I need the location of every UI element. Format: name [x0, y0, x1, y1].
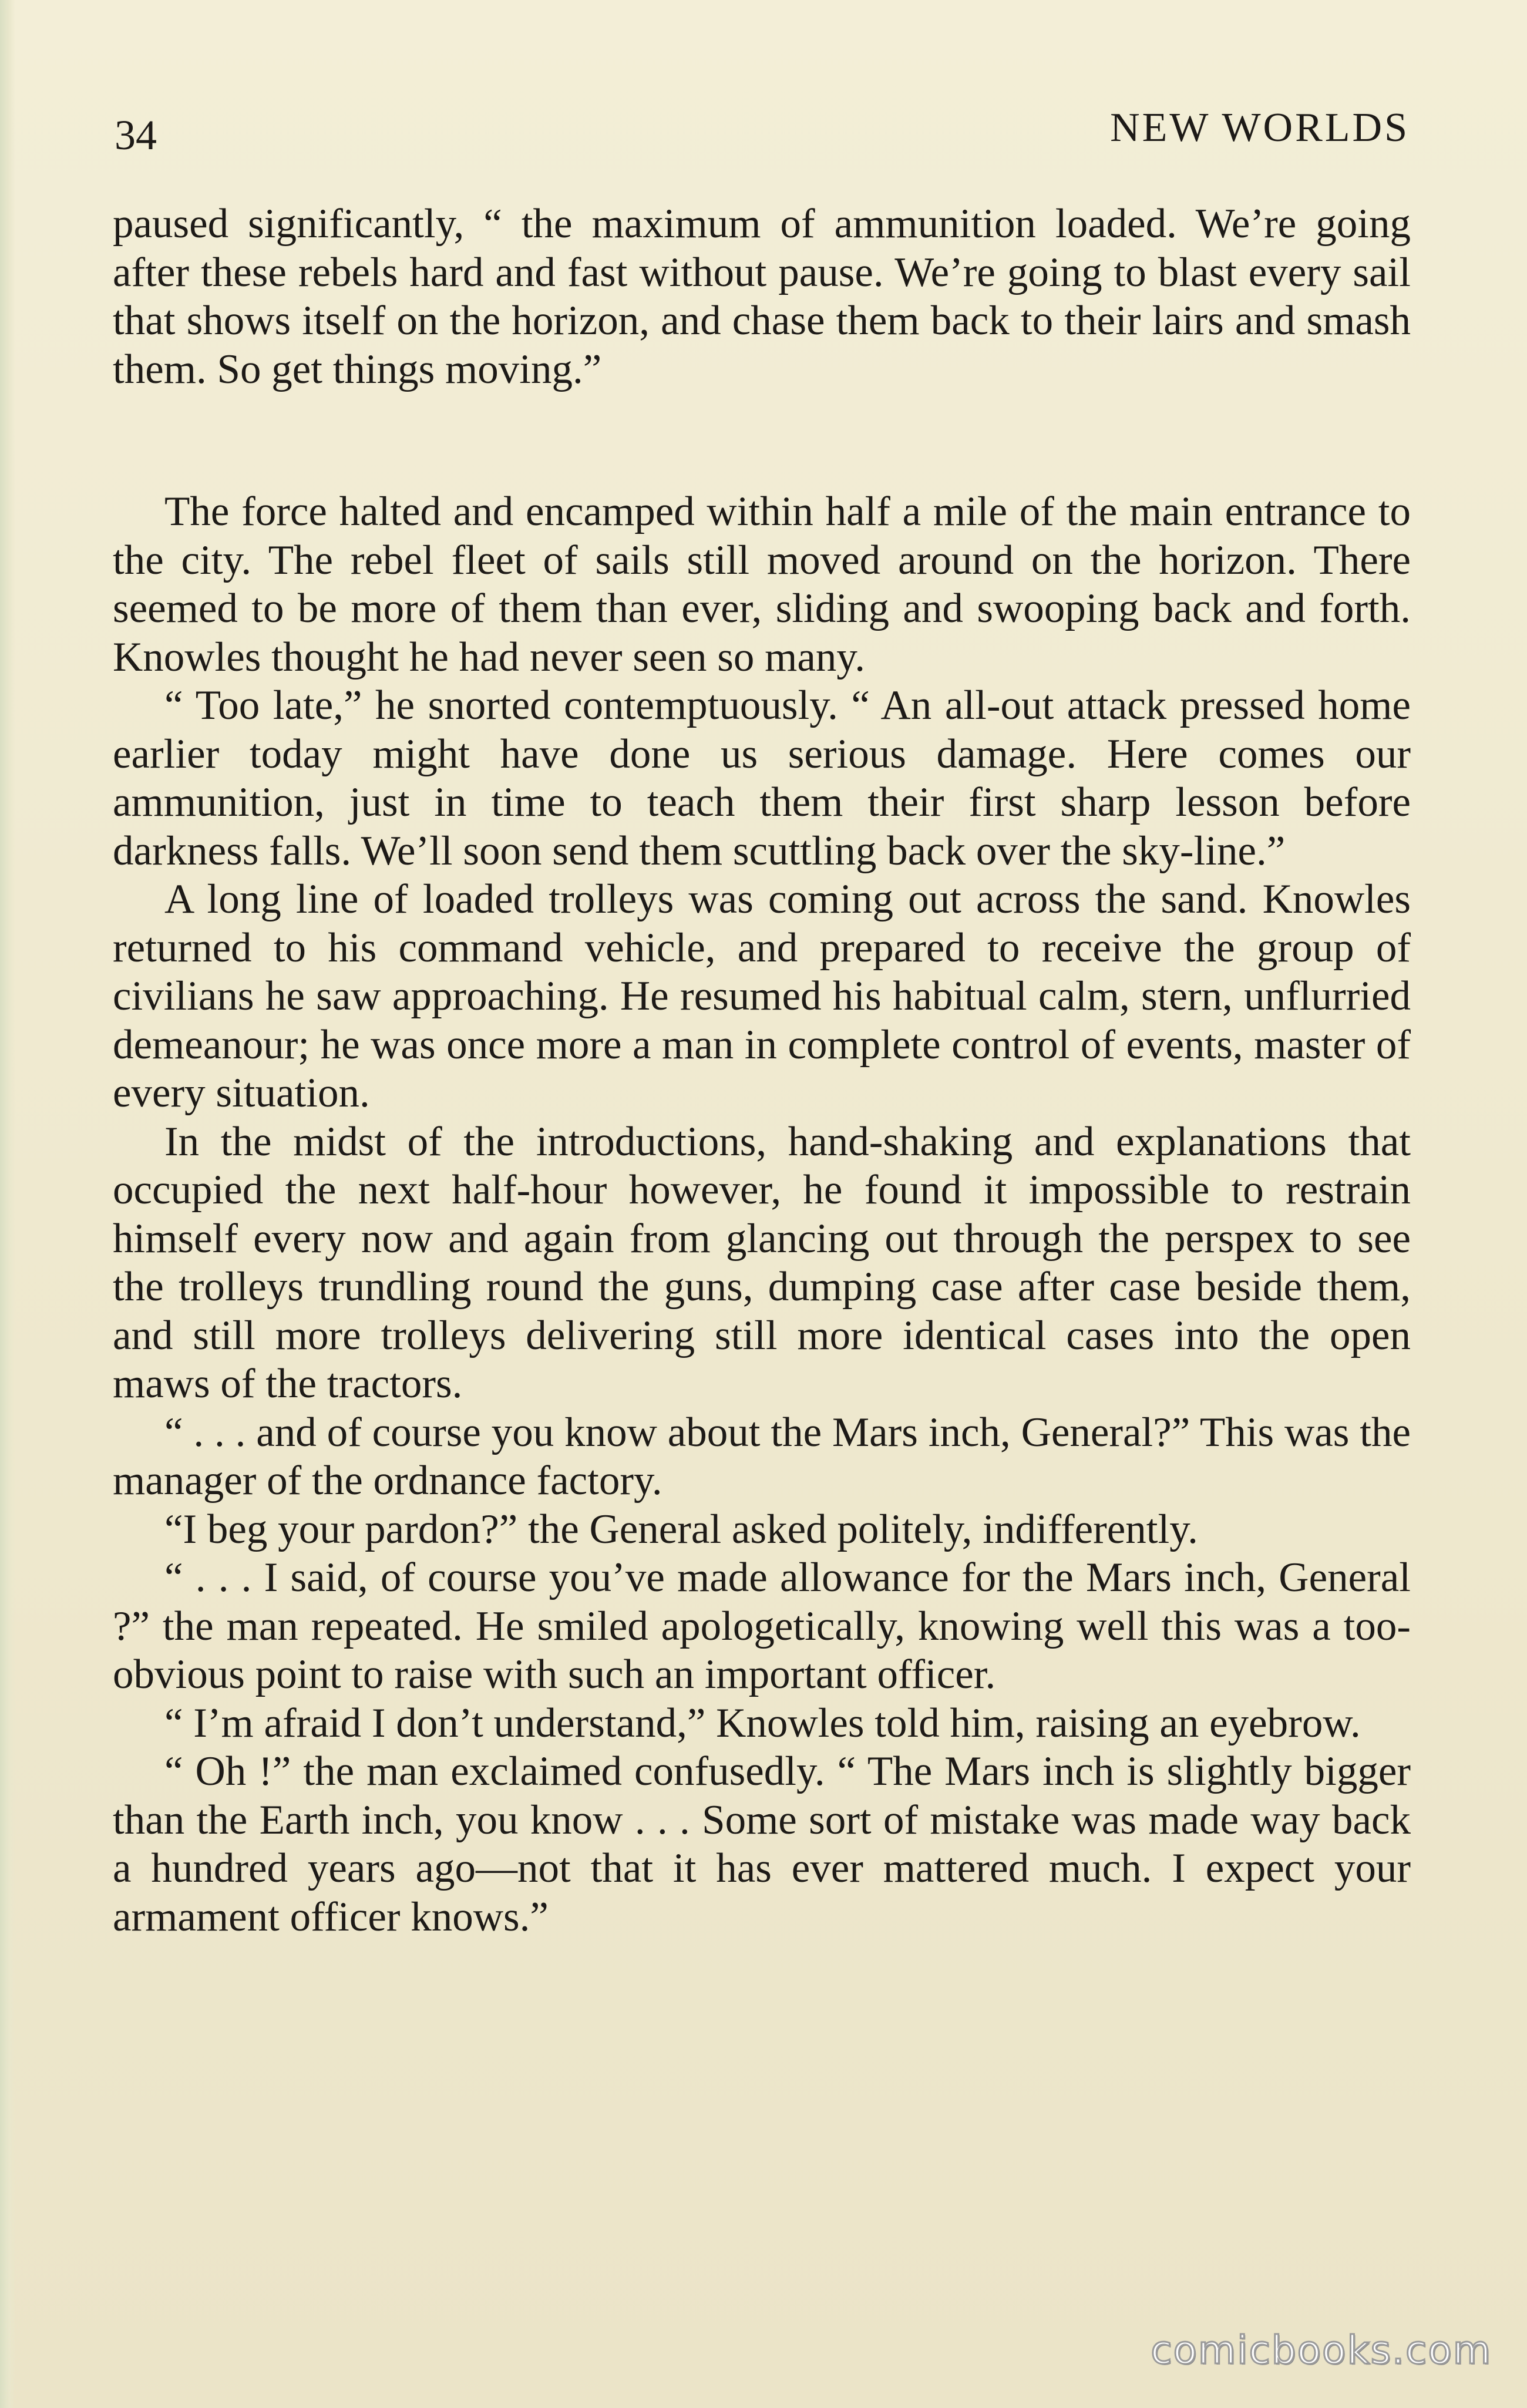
paragraph: “ Too late,” he snorted contemptuously. “ An all-out attack pressed home earlier today might have done us serious damage. Here comes our ammunition, just in time to teach them their first sharp lesson before darkness falls. We’ll soon send them scuttling back over the sky-line.” — [113, 682, 1411, 874]
page-edge — [0, 0, 15, 2408]
paragraph: The force halted and encamped within half a mile of the main entrance to the city. The rebel fleet of sails still moved around on the horizon. There seemed to be more of them than ever, sliding and swooping back and forth. Knowles thought he had never seen so many. — [113, 489, 1411, 680]
paragraph: paused significantly, “ the maximum of ammunition loaded. We’re going after these rebels hard and fast without pause. We’re going to blast every sail that shows itself on the horizon, and chase them back to their lairs and smash them. So get things moving.” — [113, 201, 1411, 392]
body-text — [113, 200, 1411, 1941]
section-break — [113, 394, 1411, 487]
running-head: NEW WORLDS — [1110, 105, 1410, 150]
paragraph: “ Oh !” the man exclaimed confusedly. “ The Mars inch is slightly bigger than the Earth inch, you know . . . Some sort of mistake was made way back a hundred years ago—not that it has ever mattered much. I expect your armament officer knows.” — [113, 1748, 1411, 1940]
page-number: 34 — [115, 112, 157, 159]
paragraph: “I beg your pardon?” the General asked politely, indifferently. — [164, 1506, 1198, 1552]
paragraph: “ . . . I said, of course you’ve made allowance for the Mars inch, General ?” the man repeated. He smiled apologetically, knowing well this was a too-obvious point to raise with such an important officer. — [113, 1555, 1411, 1697]
paragraph: “ I’m afraid I don’t understand,” Knowles told him, raising an eyebrow. — [164, 1700, 1361, 1746]
paragraph: A long line of loaded trolleys was coming out across the sand. Knowles returned to his command vehicle, and prepared to receive the group of civilians he saw approaching. He resumed his habitual calm, stern, unflurried demeanour; he was once more a man in complete control of events, master of every situation. — [113, 876, 1411, 1116]
watermark: comicbooks.com — [1151, 2328, 1492, 2373]
paragraph: In the midst of the introductions, hand-shaking and explanations that occupied the next half-hour however, he found it impossible to restrain himself every now and again from glancing out through the perspex to see the trolleys trundling round the guns, dumping case after case beside them, and still more trolleys delivering still more identical cases into the open maws of the tractors. — [113, 1118, 1411, 1407]
page-header — [115, 100, 1410, 164]
paragraph: “ . . . and of course you know about the Mars inch, General?” This was the manager of the ordnance factory. — [113, 1409, 1411, 1504]
